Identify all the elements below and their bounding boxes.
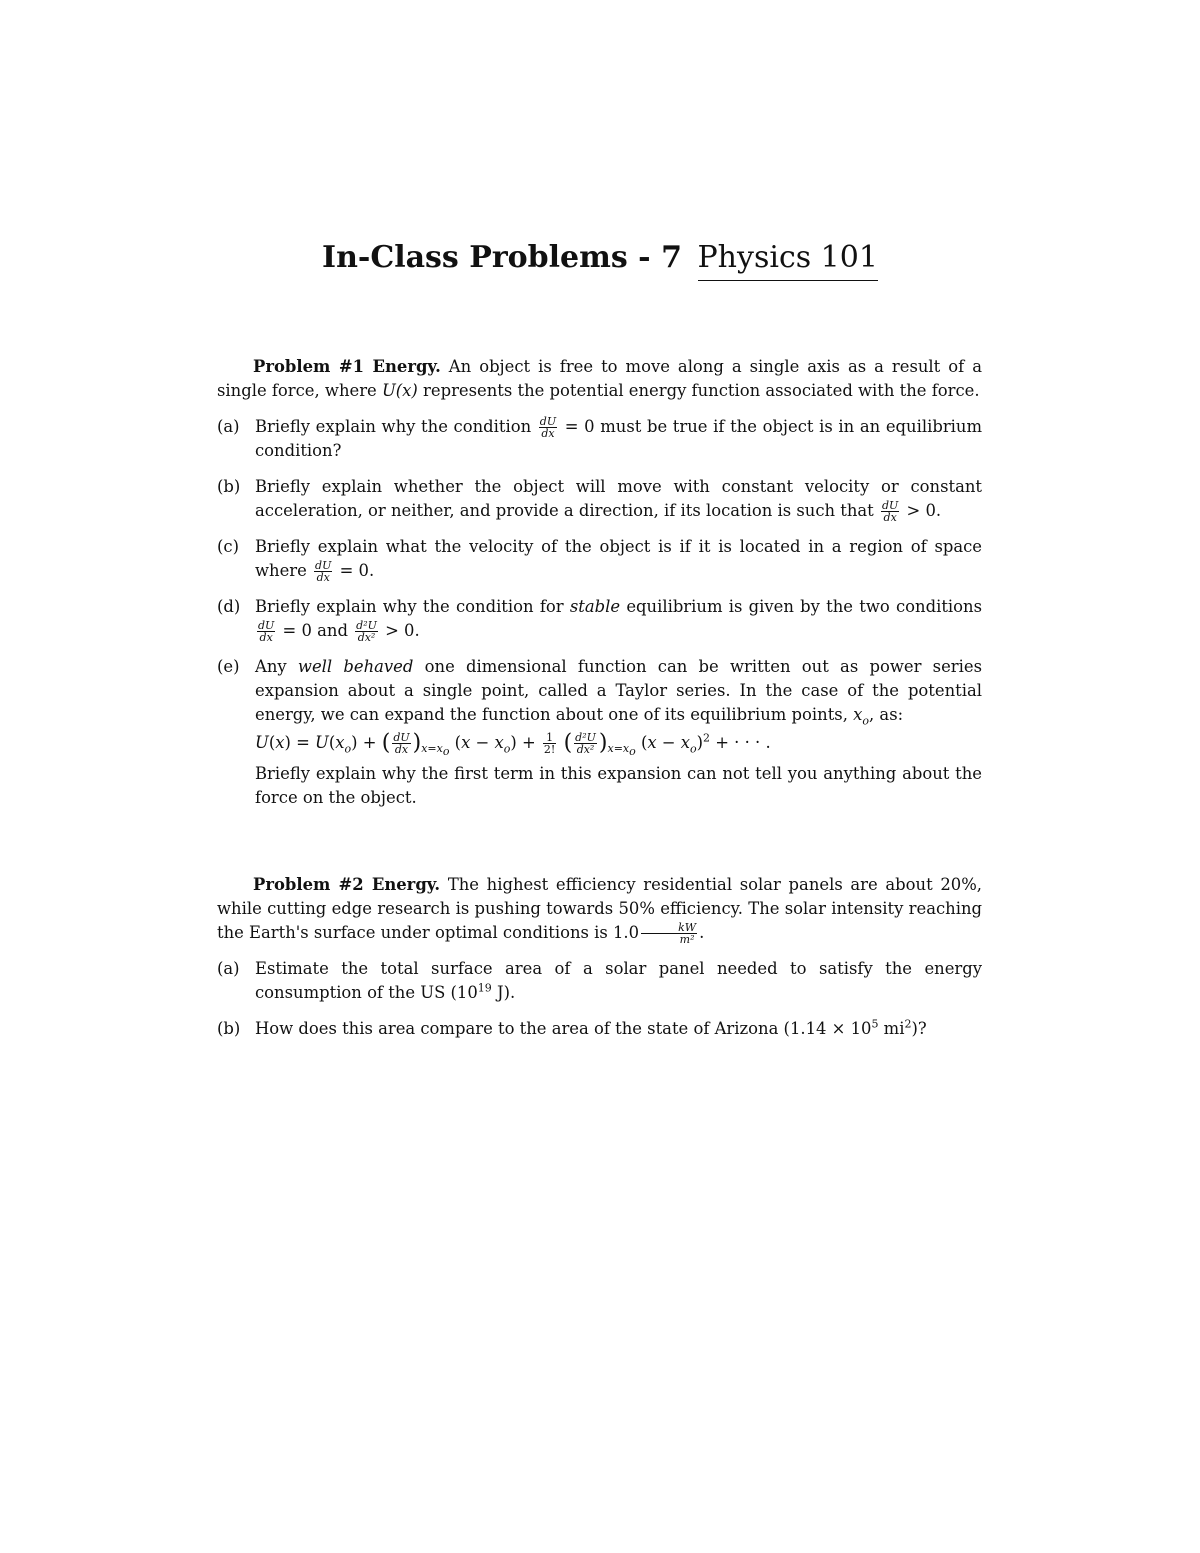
problem-1-heading: Problem #1 Energy.: [253, 357, 441, 376]
problem-2-heading: Problem #2 Energy.: [253, 875, 441, 894]
derivative-fraction: $\frac{dU}{dx}$: [539, 415, 557, 440]
taylor-series-equation: $U(x) = U(x_o)$ + ( $\frac{dU}{dx}$ )$_{x=x_o}$ $(x - x_o)$ + $\frac{1}{2!}$ ( $\frac{\text{d²U}}{\text{dx²}}$ )$_{x=x_o}$ $(x - x_o)^2$ + · · · .: [255, 730, 771, 759]
problem-2: [217, 873, 982, 1053]
problem-2-intro: Problem #2 Energy. The highest efficiency residential solar panels are about 20%, while cutting edge research is pushing towards 50% efficiency. The solar intensity reaching the Earth's surface under optimal conditions is 1.0 $\frac{kW}{\text{m²}}$ .: [217, 875, 982, 946]
derivative-fraction: $\frac{dU}{dx}$: [315, 559, 332, 584]
derivative-fraction: $\frac{dU}{dx}$: [258, 619, 275, 644]
problem-1-item-e: (e) Any well behaved one dimensional function can be written out as power series expansion about a single point, called a Taylor series. In the case of the potential energy, we can expand the function about one of its equilibrium points, $x_o$, as: $U(x) = U(x_o)$ + ( $\frac{dU}{dx}$ )$_{x=x_o}$ $(x - x_o)$ + $\frac{1}{2!}$ ( $\frac{\text{d²U}}{\text{dx²}}$ )$_{x=x_o}$ $(x - x_o)^2$ + · · · . Briefly explain why the first term in this expansion can not tell you anything about the force on the object.: [217, 657, 982, 807]
page-title: [0, 238, 1200, 281]
title-main: In-Class Problems - 7: [322, 240, 682, 275]
problem-1-item-c: (c) Briefly explain what the velocity of the object is if it is located in a region of space where $\frac{dU}{dx}$ = 0.: [217, 537, 982, 584]
problem-1-item-a: (a) Briefly explain why the condition $\frac{dU}{dx}$ = 0 must be true if the object is in an equilibrium condition?: [217, 415, 982, 460]
unit-fraction: $\frac{kW}{\text{m²}}$: [641, 922, 697, 945]
problem-1-intro: Problem #1 Energy. An object is free to move along a single axis as a result of a single force, where U(x) represents the potential energy function associated with the force.: [217, 357, 982, 400]
problem-1: [217, 355, 982, 822]
problem-2-items: [217, 957, 982, 1041]
derivative-fraction: $\frac{dU}{dx}$: [882, 499, 899, 524]
problem-1-item-d: (d) Briefly explain why the condition for stable equilibrium is given by the two conditions $\frac{dU}{dx}$ = 0 and $\frac{\text{d²U}}{\text{dx²}}$ > 0.: [217, 597, 983, 644]
problem-2-item-a: (a) Estimate the total surface area of a solar panel needed to satisfy the energy consumption of the US ($10^{19}$ J).: [217, 959, 982, 1002]
second-derivative-fraction: $\frac{\text{d²U}}{\text{dx²}}$: [356, 619, 377, 644]
title-course: Physics 101: [698, 238, 878, 281]
problem-1-items: [217, 415, 982, 810]
problem-1-item-b: (b) Briefly explain whether the object will move with constant velocity or constant acceleration, or neither, and provide a direction, if its location is such that $\frac{dU}{dx}$ > 0.: [217, 477, 982, 524]
problem-2-item-b: (b) How does this area compare to the area of the state of Arizona ($1.14 \times 10^5$ $mi^2$)?: [217, 1017, 927, 1038]
